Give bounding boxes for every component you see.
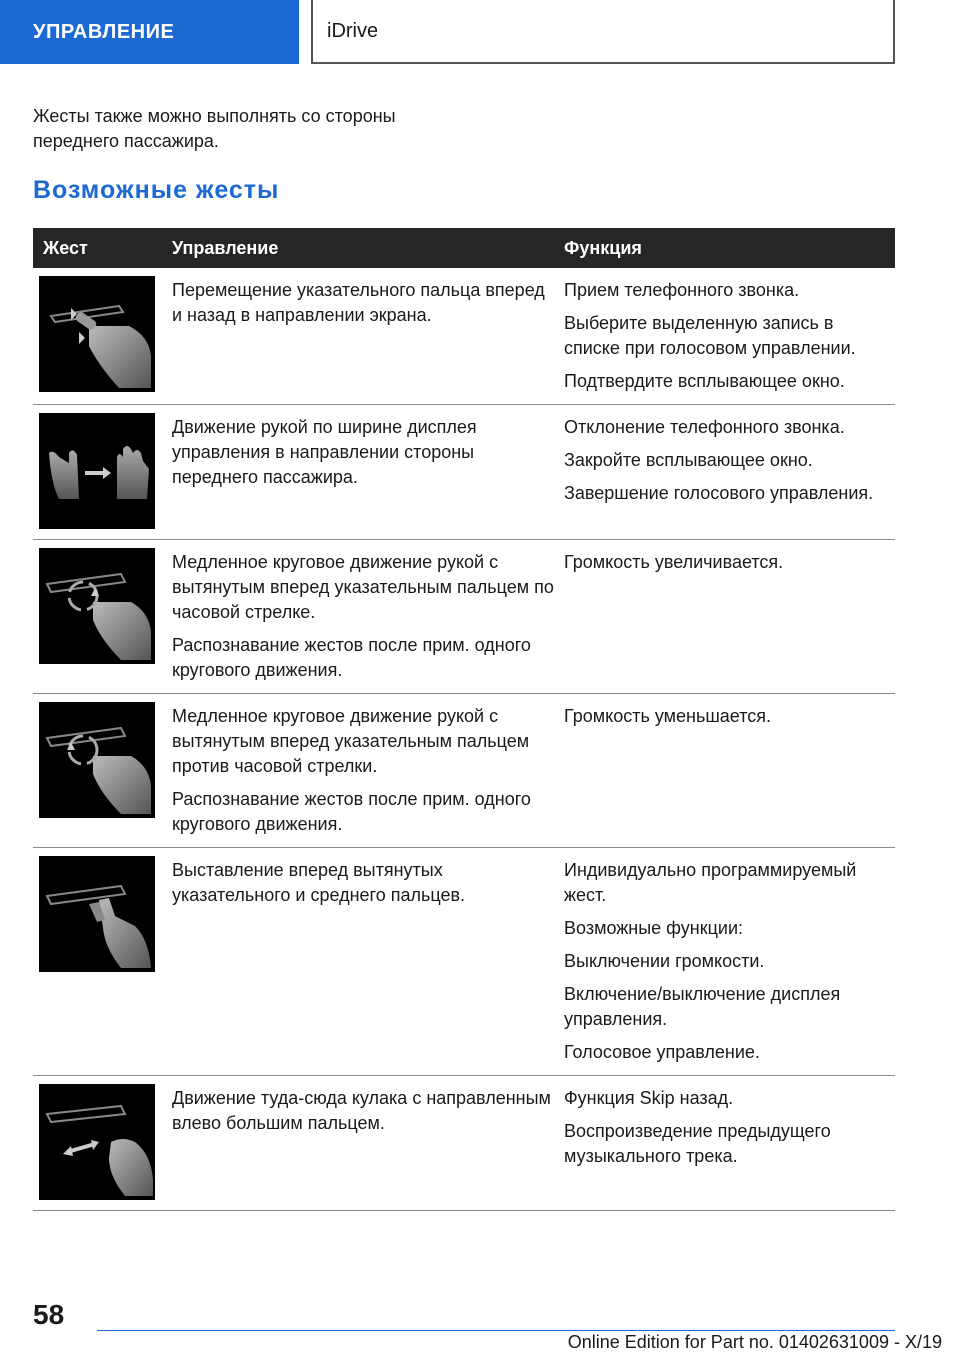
footer-divider	[97, 1330, 895, 1331]
row5-function-4: Включение/выключение дисплея управления.	[564, 984, 841, 1029]
page-number: 58	[33, 1299, 65, 1330]
fist-swipe-gesture-icon	[39, 1084, 155, 1200]
row6-function-2: Воспроизведение предыдущего музыкального трека.	[564, 1121, 831, 1166]
row2-function-3: Завершение голосового управления.	[564, 483, 874, 503]
row4-control-text-1: Медленное круговое движение рукой с вытянутым вперед указательным пальцем против часовой стрелки.	[172, 706, 530, 776]
row2-control-text: Движение рукой по ширине дисплея управления в направлении стороны переднего пассажира.	[172, 417, 477, 487]
column-header-control: Управление	[169, 228, 564, 268]
chapter-tab: iDrive	[311, 0, 895, 64]
column-header-gesture: Жест	[33, 228, 169, 268]
row6-control-text: Движение туда-сюда кулака с направленным влево большим пальцем.	[172, 1088, 551, 1133]
section-title: Возможные жесты	[33, 176, 280, 204]
row4-control-text-2: Распознавание жестов после прим. одного кругового движения.	[172, 789, 531, 834]
row2-function-1: Отклонение телефонного звонка.	[564, 417, 845, 437]
table-row	[33, 540, 895, 694]
row1-control-text: Перемещение указательного пальца вперед и назад в направлении экрана.	[172, 280, 545, 325]
table-header-row	[33, 228, 895, 268]
row3-control-text-1: Медленное круговое движение рукой с вытянутым вперед указательным пальцем по часовой стрелке.	[172, 552, 554, 622]
row1-function-1: Прием телефонного звонка.	[564, 280, 800, 300]
table-row	[33, 1076, 895, 1211]
row5-function-5: Голосовое управление.	[564, 1042, 760, 1062]
section-tab: УПРАВЛЕНИЕ	[0, 0, 299, 64]
row5-function-3: Выключении громкости.	[564, 951, 765, 971]
column-header-function: Функция	[564, 228, 895, 268]
two-fingers-gesture-icon	[39, 856, 155, 972]
row5-function-1: Индивидуально программируемый жест.	[564, 860, 857, 905]
footer-edition: Online Edition for Part no. 01402631009 - X/19	[567, 1332, 942, 1352]
row3-function-1: Громкость увеличивается.	[564, 552, 784, 572]
circle-counterclockwise-gesture-icon	[39, 702, 155, 818]
row2-function-2: Закройте всплывающее окно.	[564, 450, 813, 470]
row1-function-2: Выберите выделенную запись в списке при голосовом управлении.	[564, 313, 856, 358]
row1-function-3: Подтвердите всплывающее окно.	[564, 371, 845, 391]
table-row	[33, 405, 895, 540]
row4-function-1: Громкость уменьшается.	[564, 706, 771, 726]
row5-function-2: Возможные функции:	[564, 918, 744, 938]
gestures-table	[33, 228, 895, 1211]
point-forward-back-gesture-icon	[39, 276, 155, 392]
table-row	[33, 268, 895, 405]
table-row	[33, 848, 895, 1076]
row3-control-text-2: Распознавание жестов после прим. одного кругового движения.	[172, 635, 531, 680]
hand-swipe-gesture-icon	[39, 413, 155, 529]
row6-function-1: Функция Skip назад.	[564, 1088, 734, 1108]
table-row	[33, 694, 895, 848]
row5-control-text: Выставление вперед вытянутых указательного и среднего пальцев.	[172, 860, 466, 905]
circle-clockwise-gesture-icon	[39, 548, 155, 664]
intro-text: Жесты также можно выполнять со стороны переднего пассажира.	[33, 106, 396, 151]
